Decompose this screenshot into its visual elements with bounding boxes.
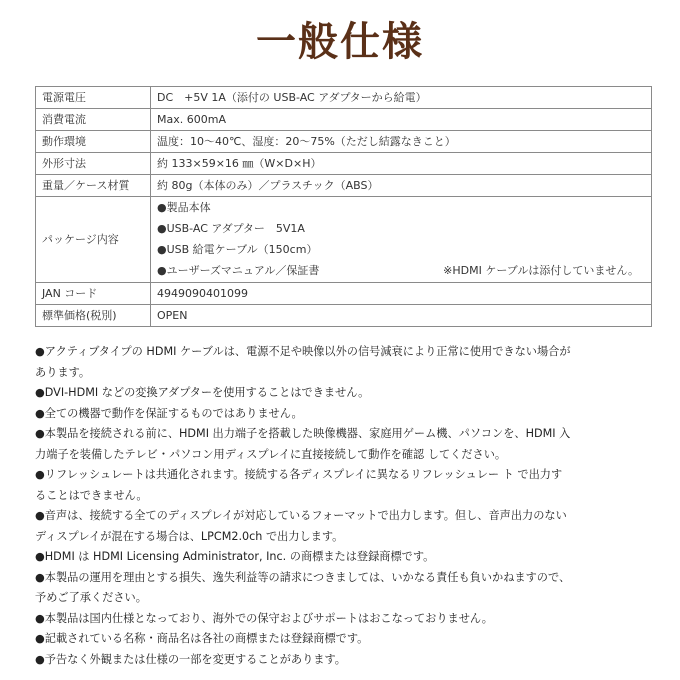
note-line: ●本製品の運用を理由とする損失、逸失利益等の請求につきましては、いかなる責任も負いかねますので、 [35,570,571,584]
note-line: ●リフレッシュレートは共通化されます。接続する各ディスプレイに異なるリフレッシュレー ト で出力す [35,468,563,481]
page-title: 一般仕様 [256,19,424,65]
note-line: ●DVI-HDMI などの変換アダプターを使用することはできません。 [35,386,370,399]
spec-row-price [36,305,652,327]
spec-value: Max. 600mA [151,109,652,131]
spec-row-power-voltage [36,87,652,109]
note-line: ることはできません。 [35,488,148,502]
spec-label: パッケージ内容 [36,197,151,283]
package-item: ●USB 給電ケーブル（150cm） [157,243,318,256]
spec-label: 標準価格(税別) [36,305,151,327]
spec-value: DC +5V 1A（添付の USB-AC アダプターから給電） [151,87,652,109]
package-item: ●製品本体 [157,201,211,214]
note-line: ●HDMI は HDMI Licensing Administrator, Inc. の商標または登録商標です。 [35,550,435,563]
spec-label: 外形寸法 [36,153,151,175]
spec-value [151,197,652,283]
note-line: ●本製品は国内仕様となっており、海外での保守およびサポートはおこなっておりません。 [35,611,493,625]
note-line: ディスプレイが混在する場合は、LPCM2.0ch で出力します。 [35,529,344,543]
note-line: ●記載されている名称・商品名は各社の商標または登録商標です。 [35,632,369,645]
spec-label: JAN コード [36,283,151,305]
note-line: ●本製品を接続される前に、HDMI 出力端子を搭載した映像機器、家庭用ゲーム機、パソコンを、HDMI 入 [35,427,571,440]
notes-list [35,342,660,670]
package-item: ●ユーザーズマニュアル／保証書 [157,264,320,277]
spec-label: 電源電圧 [36,87,151,109]
spec-row-package [36,197,652,283]
spec-value: OPEN [151,305,652,327]
package-list [157,197,645,282]
spec-row-current [36,109,652,131]
note-line: 力端子を装備したテレビ・パソコン用ディスプレイに直接接続して動作を確認 してください。 [35,447,507,461]
note-line: あります。 [35,365,91,379]
spec-value: 約 133×59×16 ㎜（W×D×H） [151,153,652,175]
spec-row-dimensions [36,153,652,175]
spec-label: 消費電流 [36,109,151,131]
spec-table [35,86,652,327]
package-note: ※HDMI ケーブルは添付していません。 [443,264,639,277]
note-line: ●予告なく外観または仕様の一部を変更することがあります。 [35,652,346,666]
spec-row-jan [36,283,652,305]
note-line: 予めご了承ください。 [35,591,147,604]
spec-label: 重量／ケース材質 [36,175,151,197]
spec-label: 動作環境 [36,131,151,153]
spec-value: 約 80g（本体のみ）／プラスチック（ABS） [151,175,652,197]
note-line: ●全ての機器で動作を保証するものではありません。 [35,406,303,420]
note-line: ●アクティブタイプの HDMI ケーブルは、電源不足や映像以外の信号減衰により正常に使用できない場合が [35,345,571,358]
package-item: ●USB-AC アダプター 5V1A [157,222,305,235]
note-line: ●音声は、接続する全てのディスプレイが対応しているフォーマットで出力します。但し、音声出力のない [35,509,567,522]
spec-value: 温度：10～40℃、湿度：20～75%（ただし結露なきこと） [151,131,652,153]
spec-value: 4949090401099 [151,283,652,305]
spec-row-weight [36,175,652,197]
spec-row-environment [36,131,652,153]
